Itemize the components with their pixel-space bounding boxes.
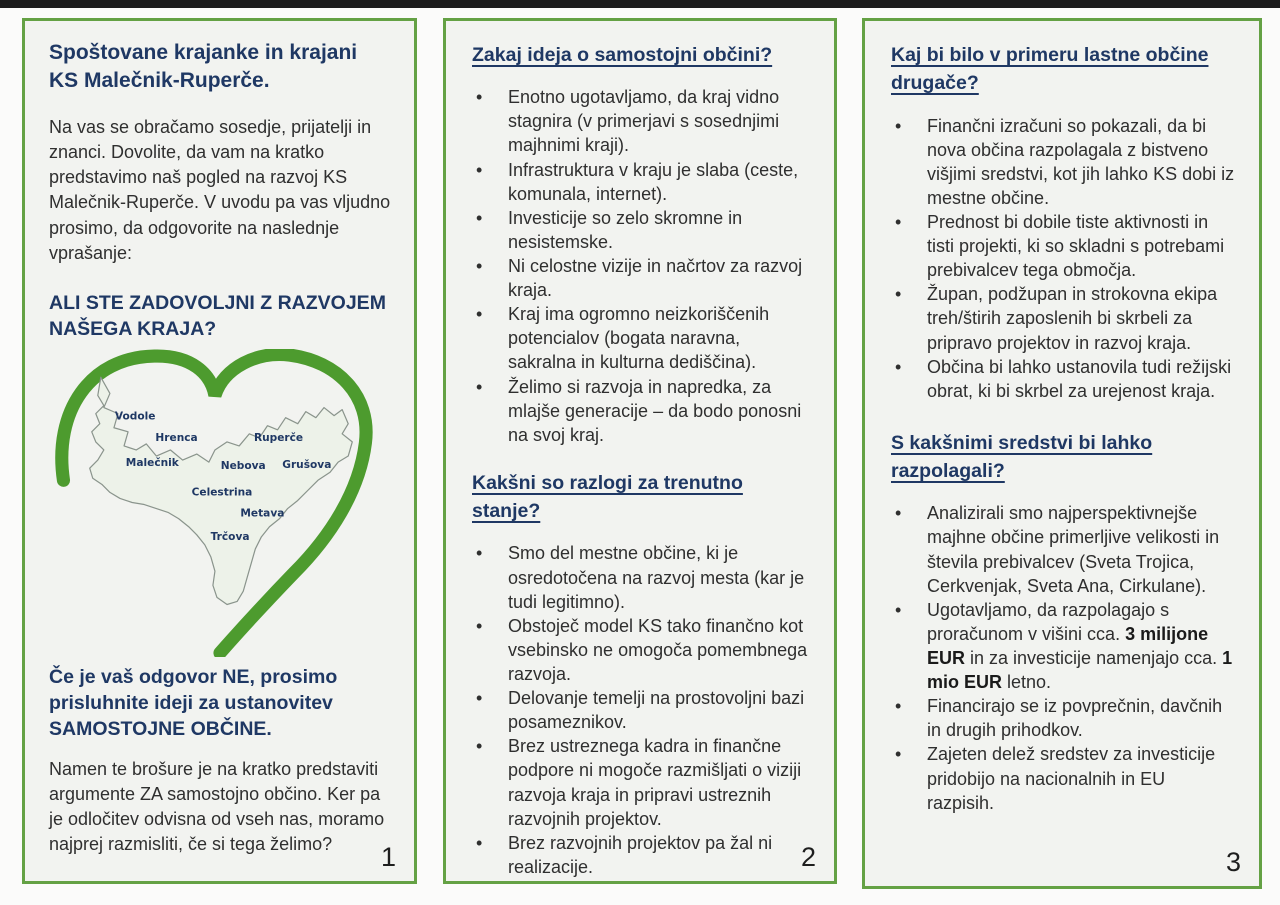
bullet-text: Brez ustreznega kadra in finančne podpore ni mogoče razmišljati o viziji razvoja kraja in pripravi ustreznih razvojnih projektov. bbox=[508, 736, 802, 829]
bullet-marker: • bbox=[476, 376, 483, 397]
bullet-item bbox=[472, 206, 812, 254]
bullet-marker: • bbox=[895, 284, 902, 305]
bullet-item bbox=[472, 254, 812, 302]
bullet-marker: • bbox=[895, 503, 902, 524]
bullet-text: Smo del mestne občine, ki je osredotočena na razvoj mesta (kar je tudi legitimno). bbox=[508, 543, 805, 612]
bullet-item bbox=[891, 501, 1237, 597]
panel2-bullet-list-1 bbox=[472, 85, 812, 447]
bullet-item bbox=[891, 282, 1237, 354]
panel1-title: Spoštovane krajanke in krajani KS Malečnik-Ruperče. bbox=[49, 41, 358, 92]
bullet-marker: • bbox=[476, 832, 483, 853]
bullet-marker: • bbox=[895, 115, 902, 136]
panel1-intro: Na vas se obračamo sosedje, prijatelji in znanci. Dovolite, da vam na kratko predstavimo naš pogled na razvoj KS Malečnik-Ruperče. V uvodu pa vas vljudno prosimo, da odgovorite na naslednje vprašanje: bbox=[49, 116, 391, 263]
panel1-outro: Namen te brošure je na kratko predstaviti argumente ZA samostojno občino. Ker pa je odločitev odvisna od vseh nas, moramo najprej razmisliti, če si tega želimo? bbox=[49, 758, 385, 855]
bullet-text: Financirajo se iz povprečnin, davčnih in drugih prihodkov. bbox=[927, 696, 1223, 741]
bullet-marker: • bbox=[895, 356, 902, 377]
panel3-heading-1: Kaj bi bilo v primeru lastne občine drugače? bbox=[891, 44, 1209, 95]
bullet-marker: • bbox=[895, 696, 902, 717]
bullet-marker: • bbox=[476, 736, 483, 757]
bullet-marker: • bbox=[895, 744, 902, 765]
panel1-cta: Če je vaš odgovor NE, prosimo prisluhnite ideji za ustanovitev SAMOSTOJNE OBČINE. bbox=[49, 665, 338, 741]
bullet-text: Kraj ima ogromno neizkoriščenih potencialov (bogata naravna, sakralna in kulturna dediščina). bbox=[508, 304, 770, 373]
bullet-text: Občina bi lahko ustanovila tudi režijski obrat, ki bi skrbel za urejenost kraja. bbox=[927, 356, 1232, 401]
map-label-gru-ova: Grušova bbox=[282, 458, 332, 471]
bullet-text: Obstoječ model KS tako finančno kot vsebinsko ne omogoča pomembnega razvoja. bbox=[508, 615, 808, 684]
panel3-bullet-list-2 bbox=[891, 501, 1237, 814]
bullet-marker: • bbox=[476, 615, 483, 636]
bullet-marker: • bbox=[476, 159, 483, 180]
bullet-text: Finančni izračuni so pokazali, da bi nova občina razpolagala z bistveno višjimi sredstvi, kot jih lahko KS dobi iz mestne občine. bbox=[927, 115, 1235, 208]
panel2-bullet-list-2 bbox=[472, 541, 812, 879]
map-label-celestrina: Celestrina bbox=[191, 486, 253, 499]
bullet-item bbox=[472, 734, 812, 830]
panel3-heading-2: S kakšnimi sredstvi bi lahko razpolagali? bbox=[891, 431, 1153, 483]
bullet-item bbox=[472, 375, 812, 447]
map-label-metava: Metava bbox=[240, 507, 285, 520]
page-number-2: 2 bbox=[800, 842, 816, 872]
bullet-item bbox=[472, 302, 812, 374]
bullet-item bbox=[891, 355, 1237, 403]
brochure-panel-3 bbox=[862, 18, 1262, 889]
map-label-male-nik: Malečnik bbox=[125, 456, 179, 469]
bullet-item bbox=[891, 694, 1237, 742]
bullet-item bbox=[472, 158, 812, 206]
bullet-text: Ni celostne vizije in načrtov za razvoj kraja. bbox=[508, 256, 803, 301]
map-label-ruper-e: Ruperče bbox=[253, 431, 304, 444]
page-number-3: 3 bbox=[1225, 847, 1241, 877]
bullet-text: Župan, podžupan in strokovna ekipa treh/štirih zaposlenih bi skrbeli za pripravo projektov in razvoj kraja. bbox=[927, 284, 1218, 353]
bullet-marker: • bbox=[476, 543, 483, 564]
panel3-bullet-list-1 bbox=[891, 114, 1237, 403]
bullet-text: Zajeten delež sredstev za investicije pridobijo na nacionalnih in EU razpisih. bbox=[927, 744, 1216, 813]
bullet-item bbox=[891, 742, 1237, 814]
bullet-text: Delovanje temelji na prostovoljni bazi posameznikov. bbox=[508, 688, 805, 733]
map-label-vodole: Vodole bbox=[114, 410, 156, 423]
panel2-heading-1: Zakaj ideja o samostojni občini? bbox=[472, 44, 773, 66]
bullet-text: Investicije so zelo skromne in nesistemske. bbox=[508, 207, 743, 252]
brochure-panel-2 bbox=[443, 18, 837, 884]
bullet-item bbox=[472, 686, 812, 734]
bullet-item bbox=[472, 614, 812, 686]
bullet-text: Brez razvojnih projektov pa žal ni realizacije. bbox=[508, 832, 773, 877]
bullet-marker: • bbox=[895, 211, 902, 232]
bullet-marker: • bbox=[476, 87, 483, 108]
top-scan-edge bbox=[0, 0, 1280, 8]
bullet-text: Želimo si razvoja in napredka, za mlajše generacije – da bodo ponosni na svoj kraj. bbox=[508, 376, 802, 445]
bullet-item bbox=[891, 114, 1237, 210]
page-number-1: 1 bbox=[380, 842, 396, 872]
bullet-text: Ugotavljamo, da razpolagajo s proračunom v višini cca. 3 milijone EUR in za investicije namenjajo cca. 1 mio EUR letno. bbox=[927, 599, 1233, 693]
panel1-question: ALI STE ZADOVOLJNI Z RAZVOJEM NAŠEGA KRAJA? bbox=[49, 291, 386, 341]
map-label-nebova: Nebova bbox=[220, 459, 266, 472]
bullet-marker: • bbox=[476, 688, 483, 709]
bullet-marker: • bbox=[476, 207, 483, 228]
bullet-item bbox=[472, 831, 812, 879]
bullet-text: Enotno ugotavljamo, da kraj vidno stagnira (v primerjavi s sosednjimi majhnimi kraji). bbox=[508, 87, 780, 156]
heart-map-svg bbox=[49, 349, 395, 657]
bullet-item bbox=[891, 210, 1237, 282]
bullet-marker: • bbox=[476, 304, 483, 325]
bullet-marker: • bbox=[476, 256, 483, 277]
bullet-marker: • bbox=[895, 599, 902, 620]
map-label-hrenca: Hrenca bbox=[155, 431, 198, 444]
bullet-text: Infrastruktura v kraju je slaba (ceste, komunala, internet). bbox=[508, 159, 799, 204]
bullet-item bbox=[472, 541, 812, 613]
map-label-tr-ova: Trčova bbox=[210, 530, 250, 543]
heart-map-figure bbox=[49, 349, 392, 662]
brochure-panel-1 bbox=[22, 18, 417, 884]
bullet-text: Analizirali smo najperspektivnejše majhne občine primerljive velikosti in števila prebivalcev (Sveta Trojica, Cerkvenjak, Sveta Ana, Cirkulane). bbox=[927, 503, 1220, 596]
bullet-text: Prednost bi dobile tiste aktivnosti in tisti projekti, ki so skladni s potrebami prebivalcev tega območja. bbox=[927, 211, 1225, 281]
bullet-item bbox=[472, 85, 812, 157]
panel2-heading-2: Kakšni so razlogi za trenutno stanje? bbox=[472, 471, 743, 523]
bullet-item bbox=[891, 598, 1237, 694]
